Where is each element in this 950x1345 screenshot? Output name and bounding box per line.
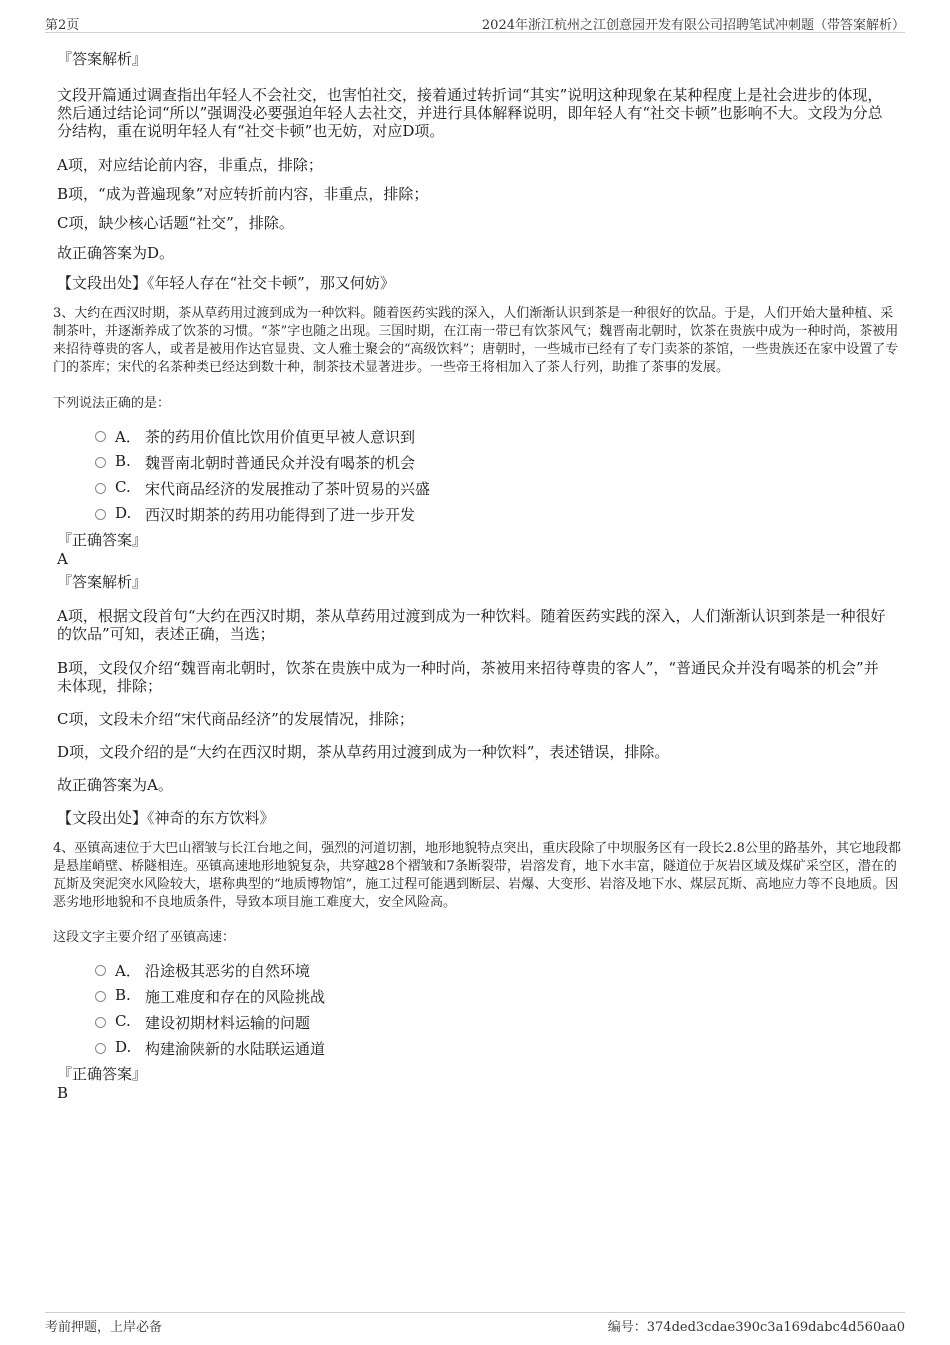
page-footer xyxy=(45,1312,905,1335)
option-b[interactable] xyxy=(95,449,905,475)
option-text: 茶的药用价值比饮用价值更早被人意识到 xyxy=(145,428,416,446)
analysis-conclusion: 故正确答案为D。 xyxy=(57,244,175,262)
option-letter: C. xyxy=(115,478,131,496)
question-4-text: 4、巫镇高速位于大巴山褶皱与长江台地之间，强烈的河道切割，地形地貌特点突出，重庆段除了中坝服务区有一段长2.8公里的路基外，其它地段都是悬崖峭壁、桥隧相连。巫镇高速地形地貌复杂，共穿越28个褶皱和7条断裂带，岩溶发育，地下水丰富，隧道位于灰岩区域及煤矿采空区，潜在的瓦斯及突泥突水风险较大，堪称典型的“地质博物馆”，施工过程可能遇到断层、岩爆、大变形、岩溶及地下水、煤层瓦斯、高地应力等不良地质。因恶劣地形地貌和不良地质条件，导致本项目施工难度大，安全风险高。 xyxy=(53,841,901,910)
question-3-prompt: 下列说法正确的是： xyxy=(53,396,171,411)
document-title: 2024年浙江杭州之江创意园开发有限公司招聘笔试冲刺题（带答案解析） xyxy=(481,18,905,33)
option-text: 宋代商品经济的发展推动了茶叶贸易的兴盛 xyxy=(145,480,431,498)
radio-button[interactable] xyxy=(95,1043,106,1054)
question-4-prompt: 这段文字主要介绍了巫镇高速： xyxy=(53,930,236,945)
option-text: 施工难度和存在的风险挑战 xyxy=(145,988,326,1006)
option-letter: A． xyxy=(115,428,141,446)
option-text: 构建渝陕新的水陆联运通道 xyxy=(145,1040,326,1058)
analysis-label: 『答案解析』 xyxy=(57,50,148,68)
option-letter: D. xyxy=(115,504,132,522)
question-3-text: 3、大约在西汉时期，茶从草药用过渡到成为一种饮料。随着医药实践的深入，人们渐渐认识到茶是一种很好的饮品。于是，人们开始大量种植、采制茶叶，并逐渐养成了饮茶的习惯。“茶”字也随之出现。三国时期，在江南一带已有饮茶风气；魏晋南北朝时，饮茶在贵族中成为一种时尚，茶被用来招待尊贵的客人，或者是被用作达官显贵、文人雅士聚会的“高级饮料”；唐朝时，一些城市已经有了专门卖茶的茶馆，一些贵族还在家中设置了专门的茶库；宋代的名茶种类已经达到数十种，制茶技术显著进步。一些帝王将相加入了茶人行列，助推了茶事的发展。 xyxy=(53,306,899,375)
analysis-option-d: D项，文段介绍的是“大约在西汉时期，茶从草药用过渡到成为一种饮料”，表述错误，排除。 xyxy=(57,743,670,761)
page-number: 第2页 xyxy=(45,18,80,33)
analysis-option-c: C项，缺少核心话题“社交”，排除。 xyxy=(57,214,294,232)
question-3-options xyxy=(45,423,905,527)
analysis-option-a: A项，根据文段首句“大约在西汉时期，茶从草药用过渡到成为一种饮料。随着医药实践的深入，人们渐渐认识到茶是一种很好的饮品”可知，表述正确，当选； xyxy=(57,607,886,643)
option-b[interactable] xyxy=(95,983,905,1009)
option-letter: B. xyxy=(115,986,131,1004)
option-text: 沿途极其恶劣的自然环境 xyxy=(145,962,311,980)
radio-button[interactable] xyxy=(95,1017,106,1028)
passage-source: 【文段出处】《神奇的东方饮料》 xyxy=(57,809,275,827)
option-c[interactable] xyxy=(95,1009,905,1035)
radio-button[interactable] xyxy=(95,431,106,442)
footer-slogan: 考前押题，上岸必备 xyxy=(45,1320,163,1335)
question-4-options xyxy=(45,957,905,1061)
option-c[interactable] xyxy=(95,475,905,501)
option-letter: C. xyxy=(115,1012,131,1030)
analysis-option-c: C项，文段未介绍“宋代商品经济”的发展情况，排除； xyxy=(57,710,414,728)
option-d[interactable] xyxy=(95,501,905,527)
analysis-paragraph: 文段开篇通过调查指出年轻人不会社交，也害怕社交，接着通过转折词“其实”说明这种现象在某种程度上是社会进步的体现，然后通过结论词“所以”强调没必要强迫年轻人去社交，并进行具体解释说明，即年轻人有“社交卡顿”也影响不大。文段为分总分结构，重在说明年轻人有“社交卡顿”也无妨，对应D项。 xyxy=(57,86,883,140)
radio-button[interactable] xyxy=(95,457,106,468)
option-text: 魏晋南北朝时普通民众并没有喝茶的机会 xyxy=(145,454,416,472)
radio-button[interactable] xyxy=(95,965,106,976)
answer-label: 『正确答案』 xyxy=(57,531,148,549)
analysis-label: 『答案解析』 xyxy=(57,573,148,591)
document-id: 编号：374ded3cdae390c3a169dabc4d560aa0 xyxy=(607,1320,905,1335)
radio-button[interactable] xyxy=(95,509,106,520)
option-d[interactable] xyxy=(95,1035,905,1061)
option-a[interactable] xyxy=(95,957,905,983)
analysis-option-b: B项，文段仅介绍“魏晋南北朝时，饮茶在贵族中成为一种时尚，茶被用来招待尊贵的客人”，“普通民众并没有喝茶的机会”并未体现，排除； xyxy=(57,659,879,695)
radio-button[interactable] xyxy=(95,483,106,494)
option-letter: D. xyxy=(115,1038,132,1056)
analysis-conclusion: 故正确答案为A。 xyxy=(57,776,173,794)
option-letter: A． xyxy=(115,962,141,980)
correct-answer: B xyxy=(57,1084,69,1102)
page-content xyxy=(45,44,905,1102)
radio-button[interactable] xyxy=(95,991,106,1002)
option-a[interactable] xyxy=(95,423,905,449)
option-text: 建设初期材料运输的问题 xyxy=(145,1014,311,1032)
passage-source: 【文段出处】《年轻人存在“社交卡顿”，那又何妨》 xyxy=(57,274,395,292)
answer-label: 『正确答案』 xyxy=(57,1065,148,1083)
correct-answer: A xyxy=(57,550,68,568)
analysis-option-b: B项，“成为普遍现象”对应转折前内容，非重点，排除； xyxy=(57,185,429,203)
option-letter: B. xyxy=(115,452,131,470)
analysis-option-a: A项，对应结论前内容，非重点，排除； xyxy=(57,156,323,174)
page-header xyxy=(45,14,905,33)
option-text: 西汉时期茶的药用功能得到了进一步开发 xyxy=(145,506,416,524)
